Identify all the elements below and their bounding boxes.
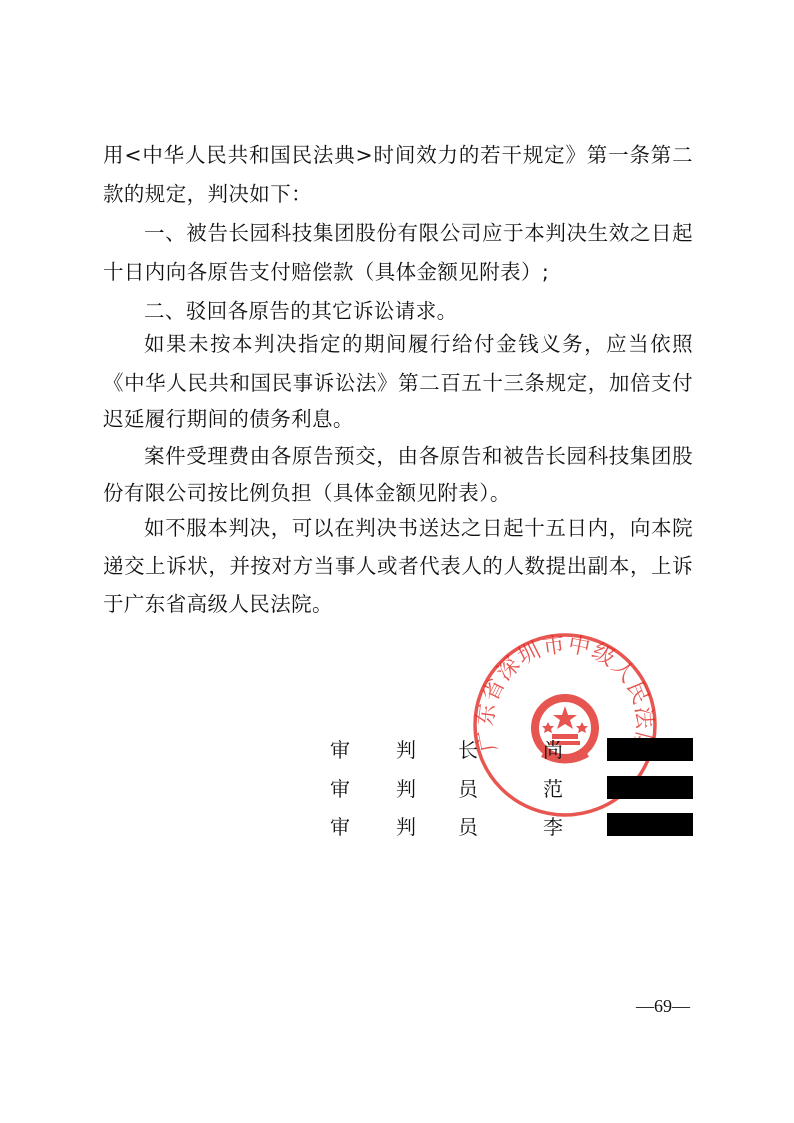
body-line-12: 递交上诉状，并按对方当事人或者代表人的人数提出副本，上诉	[103, 554, 693, 578]
seal-text: 广东省深圳市中级人民法	[473, 632, 657, 754]
body-line-4: 十日内向各原告支付赔偿款（具体金额见附表）;	[103, 260, 550, 284]
sig-title-char-2: 判	[396, 815, 416, 839]
body-line-6: 如果未按本判决指定的期间履行给付金钱义务，应当依照	[144, 332, 693, 356]
body-line-5: 二、驳回各原告的其它诉讼请求。	[144, 299, 458, 323]
redaction-block	[607, 813, 693, 836]
redaction-block	[607, 776, 693, 799]
body-line-3: 一、被告长园科技集团股份有限公司应于本判决生效之日起	[144, 221, 693, 245]
body-line-7: 《中华人民共和国民事诉讼法》第二百五十三条规定，加倍支付	[103, 371, 693, 395]
sig-title-char-1: 审	[330, 777, 350, 801]
sig-name: 范	[543, 777, 563, 801]
page-number: —69—	[636, 996, 690, 1016]
sig-title-char-1: 审	[330, 815, 350, 839]
sig-title-char-3: 长	[458, 738, 478, 762]
sig-title-char-2: 判	[396, 738, 416, 762]
redaction-block	[607, 738, 693, 761]
body-line-8: 迟延履行期间的债务利息。	[103, 407, 354, 431]
sig-name: 李	[543, 815, 563, 839]
sig-name: 尚	[543, 738, 563, 762]
body-line-1: 用<中华人民共和国民法典>时间效力的若干规定》第一条第二	[103, 143, 693, 167]
sig-title-char-2: 判	[396, 777, 416, 801]
body-line-9: 案件受理费由各原告预交，由各原告和被告长园科技集团股	[144, 444, 693, 468]
body-line-10: 份有限公司按比例负担（具体金额见附表）。	[103, 481, 511, 505]
body-line-2: 款的规定，判决如下：	[103, 182, 312, 206]
sig-title-char-3: 员	[458, 815, 478, 839]
body-line-11: 如不服本判决，可以在判决书送达之日起十五日内，向本院	[144, 516, 693, 540]
sig-title-char-3: 员	[458, 777, 478, 801]
body-line-13: 于广东省高级人民法院。	[103, 592, 333, 616]
sig-title-char-1: 审	[330, 738, 350, 762]
